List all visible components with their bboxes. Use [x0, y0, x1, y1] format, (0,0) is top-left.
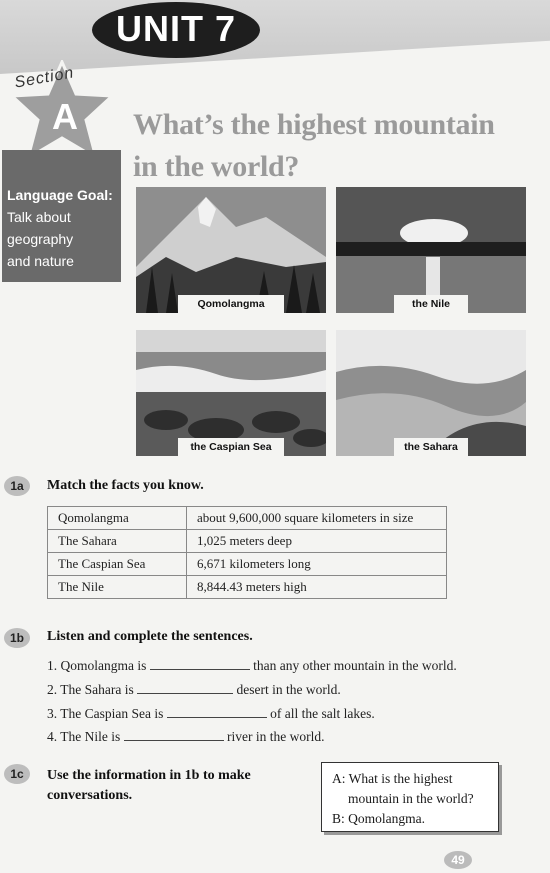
sentence-2	[47, 681, 341, 698]
table-cell: 8,844.43 meters high	[187, 576, 447, 599]
answer-blank[interactable]	[150, 657, 250, 670]
table-row	[48, 553, 447, 576]
language-goal-box	[2, 150, 121, 282]
conversation-box	[321, 762, 499, 832]
page-number: 49	[444, 851, 472, 869]
sentence-before: 1. Qomolangma is	[47, 658, 147, 673]
facts-table	[47, 506, 447, 599]
table-cell: 6,671 kilometers long	[187, 553, 447, 576]
photo-qomolangma	[136, 187, 326, 313]
sentence-4	[47, 728, 324, 745]
table-cell: The Caspian Sea	[48, 553, 187, 576]
photo-sahara	[336, 330, 526, 456]
language-goal-label: Language Goal:	[7, 187, 113, 203]
step-1c-line: conversations.	[47, 788, 133, 803]
sentence-after: of all the salt lakes.	[270, 706, 375, 721]
photo-nile	[336, 187, 526, 313]
table-cell: The Sahara	[48, 530, 187, 553]
language-goal-line: geography	[7, 231, 74, 247]
photo-caspian-sea	[136, 330, 326, 456]
unit-title-text: UNIT 7	[115, 8, 236, 49]
table-cell: about 9,600,000 square kilometers in size	[187, 507, 447, 530]
step-1a-instruction: Match the facts you know.	[47, 478, 204, 493]
photo-caption: the Caspian Sea	[178, 438, 284, 456]
language-goal-line: and nature	[7, 253, 74, 269]
conversation-line-a-cont: mountain in the world?	[348, 791, 474, 806]
sentence-before: 2. The Sahara is	[47, 682, 134, 697]
answer-blank[interactable]	[124, 728, 224, 741]
table-cell: 1,025 meters deep	[187, 530, 447, 553]
sentence-after: desert in the world.	[236, 682, 341, 697]
sentence-before: 3. The Caspian Sea is	[47, 706, 164, 721]
table-cell: Qomolangma	[48, 507, 187, 530]
step-badge-1b: 1b	[4, 628, 30, 648]
table-row	[48, 530, 447, 553]
conversation-line-b: B: Qomolangma.	[332, 811, 425, 826]
answer-blank[interactable]	[167, 705, 267, 718]
unit-title	[92, 4, 260, 54]
answer-blank[interactable]	[137, 681, 233, 694]
page-title-line-2: in the world?	[133, 150, 300, 183]
step-badge-1a: 1a	[4, 476, 30, 496]
sentence-before: 4. The Nile is	[47, 729, 121, 744]
sentence-3	[47, 705, 375, 722]
sentence-after: than any other mountain in the world.	[253, 658, 457, 673]
photo-caption: the Nile	[394, 295, 468, 313]
language-goal-line: Talk about	[7, 209, 71, 225]
table-row	[48, 576, 447, 599]
page-title-line-1: What’s the highest mountain	[133, 108, 495, 141]
section-label: Section	[13, 64, 76, 92]
page-title	[133, 104, 513, 188]
step-1b-instruction: Listen and complete the sentences.	[47, 629, 253, 644]
table-cell: The Nile	[48, 576, 187, 599]
step-1c-line: Use the information in 1b to make	[47, 768, 251, 783]
sentence-1	[47, 657, 457, 674]
photo-caption: the Sahara	[394, 438, 468, 456]
step-badge-1c: 1c	[4, 764, 30, 784]
photo-caption: Qomolangma	[178, 295, 284, 313]
section-letter: A	[52, 96, 78, 137]
sentence-after: river in the world.	[227, 729, 325, 744]
step-1c-instruction	[47, 766, 251, 806]
conversation-line-a: A: What is the highest	[332, 771, 453, 786]
table-row	[48, 507, 447, 530]
